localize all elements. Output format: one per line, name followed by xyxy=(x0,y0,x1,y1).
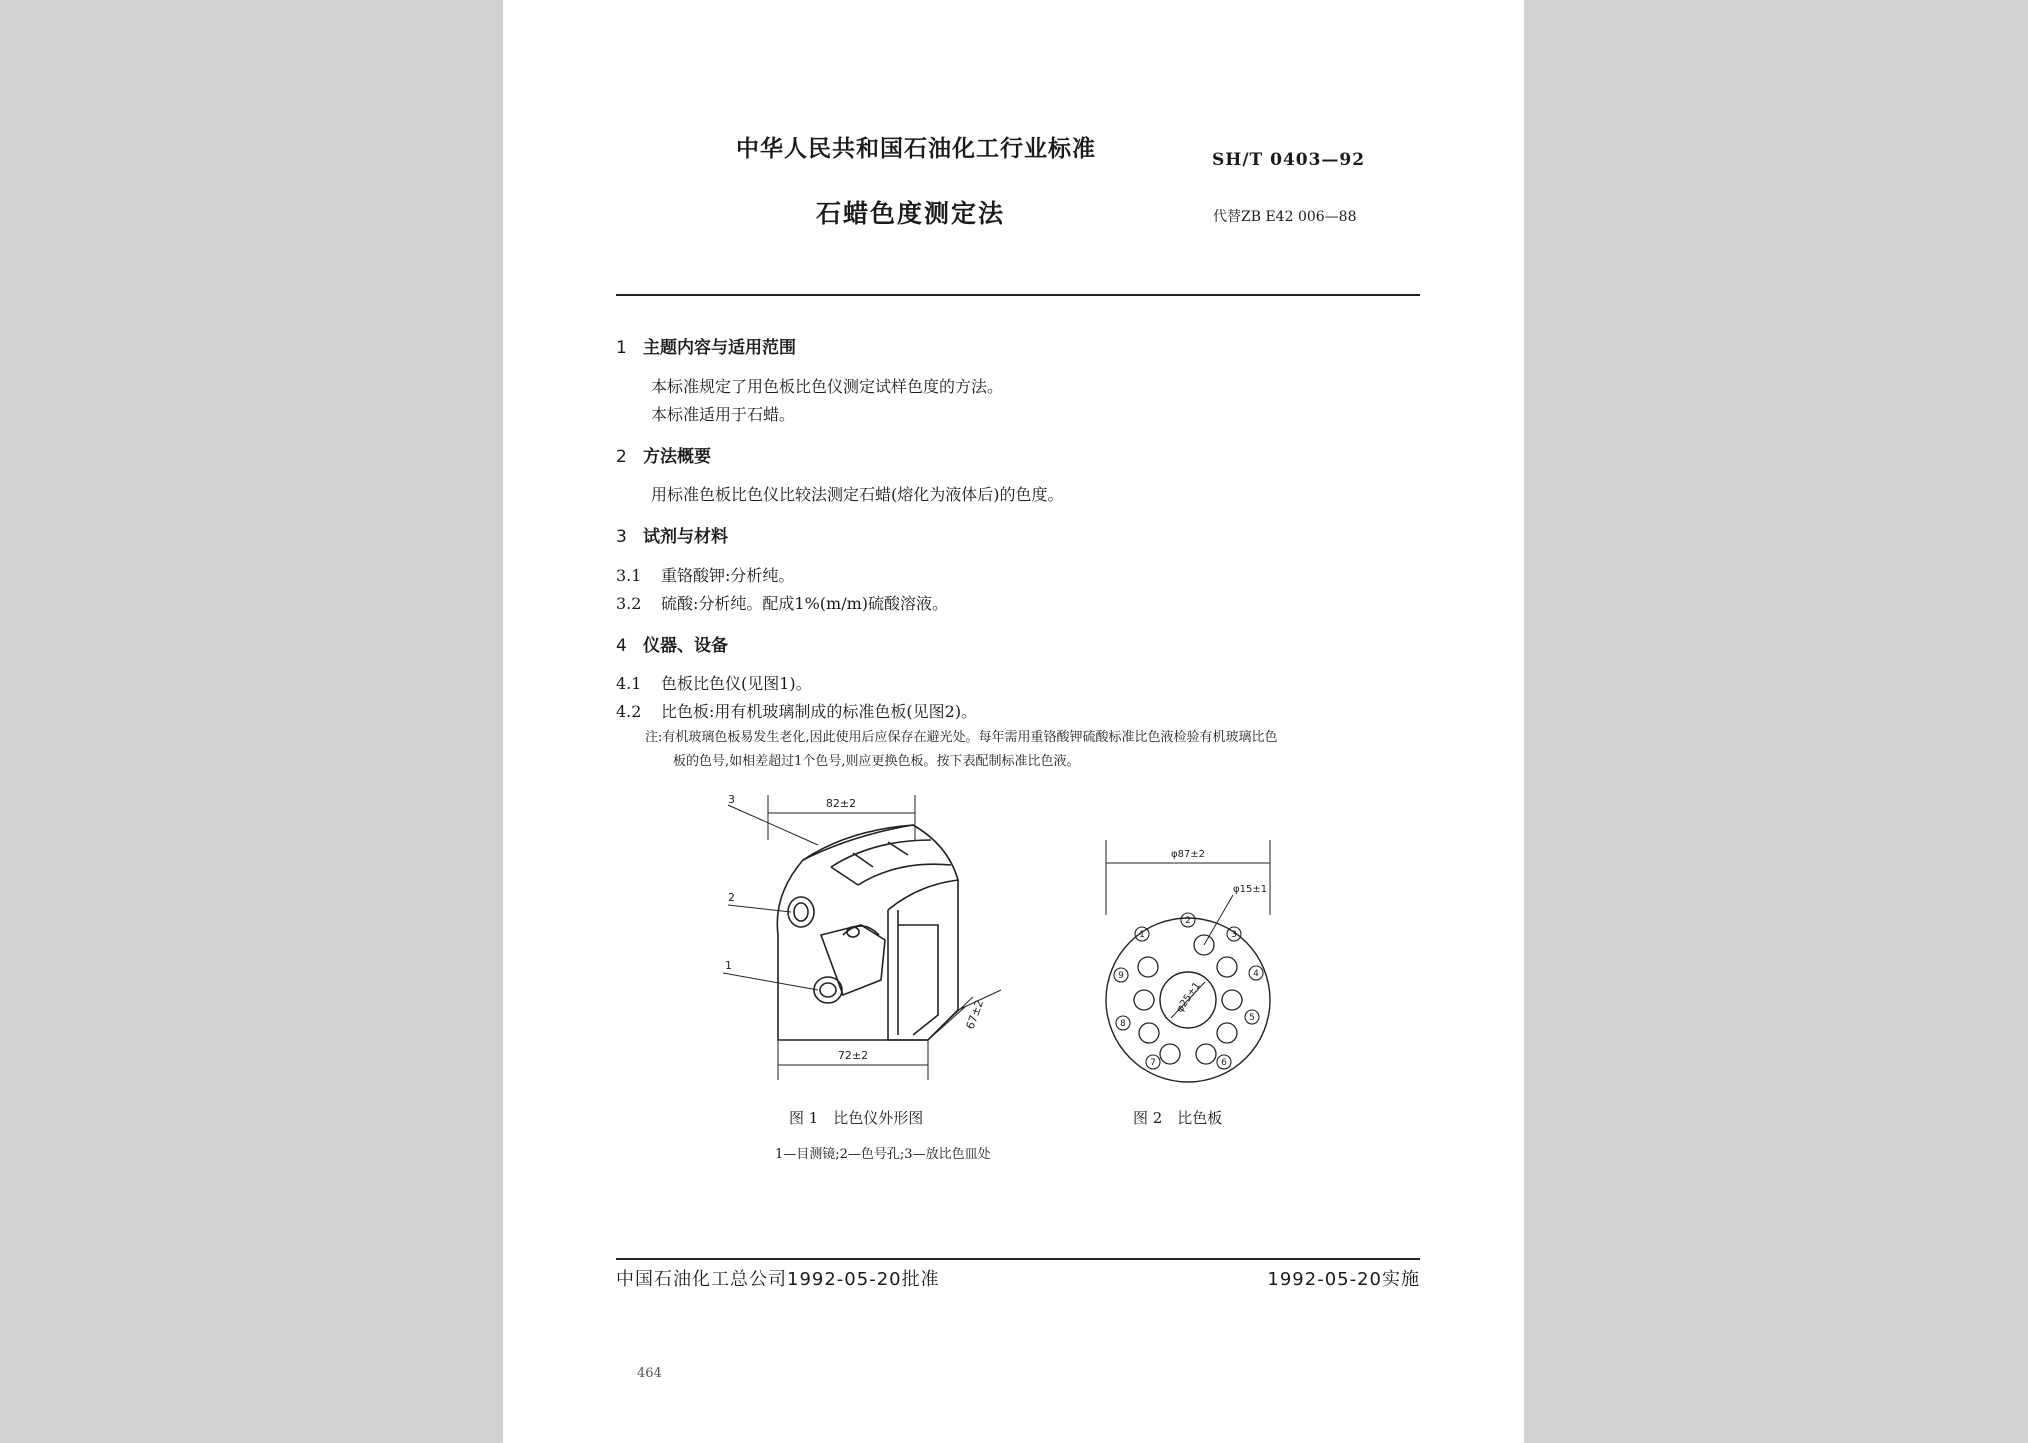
figure-2-caption: 图 2 比色板 xyxy=(1133,1109,1223,1127)
standard-code: SH/T 0403—92 xyxy=(1212,150,1366,170)
effective-date: 1992-05-20实施 xyxy=(1267,1269,1420,1290)
section-4-heading: 4 仪器、设备 xyxy=(616,636,728,656)
approval-line: 中国石油化工总公司1992-05-20批准 xyxy=(616,1269,940,1290)
fig2-hole-number: 7 xyxy=(1150,1058,1156,1068)
header-divider xyxy=(616,294,1420,296)
section-1-paragraph-2: 本标准适用于石蜡。 xyxy=(651,405,796,424)
fig2-dim-outer: φ87±2 xyxy=(1170,849,1206,860)
section-4-item-2: 4.2 比色板:用有机玻璃制成的标准色板(见图2)。 xyxy=(616,702,978,721)
section-3-item-1: 3.1 重铬酸钾:分析纯。 xyxy=(616,566,795,585)
fig2-hole-number: 8 xyxy=(1120,1019,1126,1029)
fig1-label-2: 2 xyxy=(728,891,735,904)
section-2-paragraph-1: 用标准色板比色仪比较法测定石蜡(熔化为液体后)的色度。 xyxy=(651,485,1064,504)
fig2-hole-number: 1 xyxy=(1139,930,1145,940)
fig1-label-1: 1 xyxy=(725,959,732,972)
standard-category-title: 中华人民共和国石油化工行业标准 xyxy=(736,136,1096,162)
fig2-hole-number: 6 xyxy=(1221,1058,1227,1068)
fig1-dim-top: 82±2 xyxy=(825,797,857,810)
page-number: 464 xyxy=(637,1366,662,1381)
document-page xyxy=(503,0,1524,1443)
section-2-heading: 2 方法概要 xyxy=(616,447,711,467)
footer-divider xyxy=(616,1258,1420,1260)
section-4-item-1: 4.1 色板比色仪(见图1)。 xyxy=(616,674,812,693)
standard-name: 石蜡色度测定法 xyxy=(816,199,1006,228)
figure-1-caption: 图 1 比色仪外形图 xyxy=(789,1109,924,1127)
section-4-note-line-2: 板的色号,如相差超过1个色号,则应更换色板。按下表配制标准比色液。 xyxy=(673,754,1080,769)
figure-2-color-plate-drawing xyxy=(1093,835,1283,1085)
fig2-hole-number: 4 xyxy=(1253,969,1259,979)
replaces-standard: 代替ZB E42 006—88 xyxy=(1213,209,1357,225)
fig1-dim-depth: 67±2 xyxy=(963,998,987,1032)
fig1-dim-bottom: 72±2 xyxy=(837,1049,869,1062)
figure-1-legend: 1—目测镜;2—色号孔;3—放比色皿处 xyxy=(775,1147,991,1162)
section-3-item-2: 3.2 硫酸:分析纯。配成1%(m/m)硫酸溶液。 xyxy=(616,594,948,613)
fig1-label-3: 3 xyxy=(728,793,735,806)
fig2-hole-number: 5 xyxy=(1249,1013,1255,1023)
section-1-paragraph-1: 本标准规定了用色板比色仪测定试样色度的方法。 xyxy=(651,377,1004,396)
fig2-dim-hole: φ15±1 xyxy=(1233,884,1268,895)
section-1-heading: 1 主题内容与适用范围 xyxy=(616,338,796,358)
fig2-hole-number: 3 xyxy=(1231,930,1237,940)
section-4-note-line-1: 注:有机玻璃色板易发生老化,因此使用后应保存在避光处。每年需用重铬酸钾硫酸标准比色液检验有机玻璃比色 xyxy=(645,730,1278,745)
fig2-dim-center: φ25±1 xyxy=(1174,980,1203,1015)
figure-1-colorimeter-drawing xyxy=(703,785,1033,1095)
fig2-hole-number: 9 xyxy=(1118,971,1124,981)
section-3-heading: 3 试剂与材料 xyxy=(616,527,728,547)
fig2-hole-number: 2 xyxy=(1185,916,1191,926)
